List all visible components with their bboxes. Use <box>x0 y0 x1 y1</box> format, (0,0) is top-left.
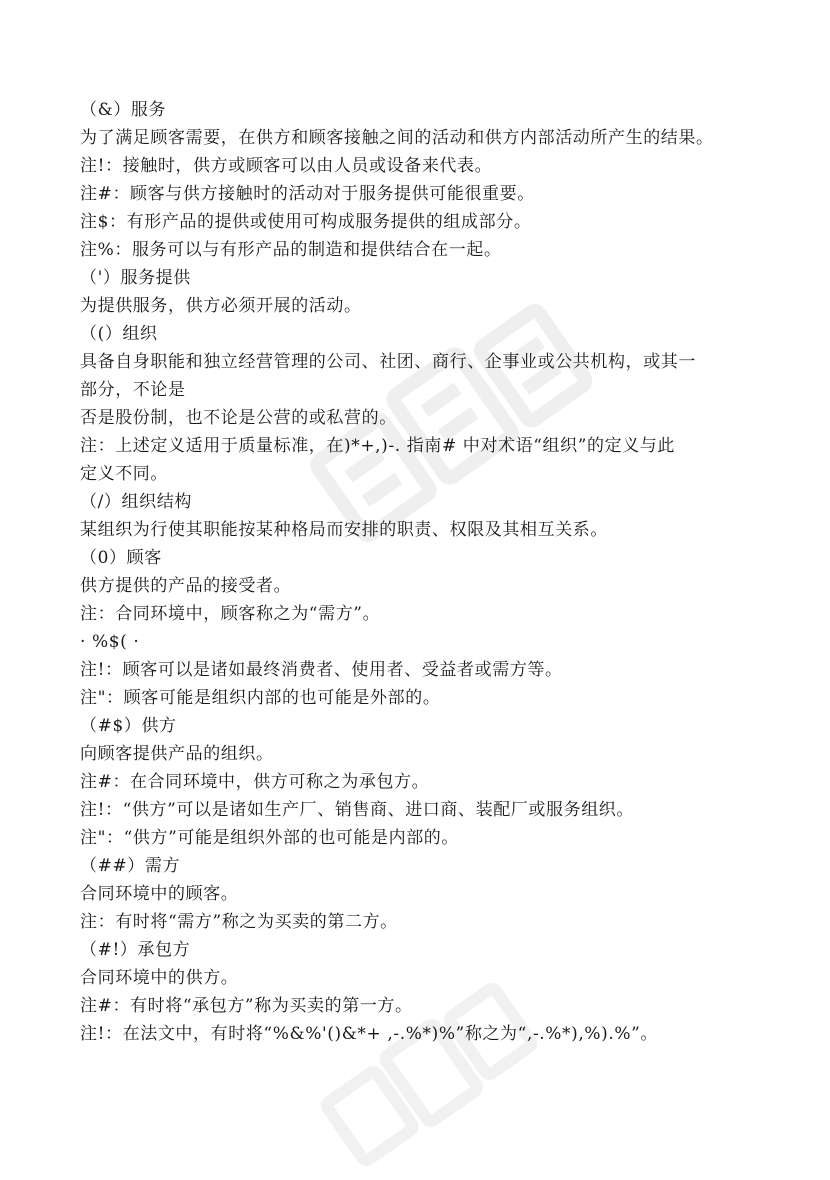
document-body <box>80 96 770 1048</box>
definition-customer: 供方提供的产品的接受者。 <box>80 576 292 596</box>
note-supplier-2: 注!：“供方”可以是诸如生产厂、销售商、进口商、装配厂或服务组织。 <box>80 800 635 820</box>
note-contractor-1: 注#：有时将“承包方”称为买卖的第一方。 <box>80 996 413 1016</box>
note-organization-line-1: 注：上述定义适用于质量标准，在)*+,)-. 指南# 中对术语“组织”的定义与此 <box>80 436 675 456</box>
definition-contractor: 合同环境中的供方。 <box>80 968 239 988</box>
note-customer-0: 注：合同环境中，顾客称之为“需方”。 <box>80 604 381 624</box>
note-customer-1: 注!：顾客可以是诸如最终消费者、使用者、受益者或需方等。 <box>80 660 563 680</box>
definition-supplier: 向顾客提供产品的组织。 <box>80 744 274 764</box>
definition-service: 为了满足顾客需要，在供方和顾客接触之间的活动和供方内部活动所产生的结果。 <box>80 128 714 148</box>
section-heading-organization-structure: （/）组织结构 <box>80 492 192 512</box>
definition-organization-line-1: 具备自身职能和独立经营管理的公司、社团、商行、企事业或公共机构，或其一 <box>80 352 696 372</box>
note-service-1: 注!：接触时，供方或顾客可以由人员或设备来代表。 <box>80 156 493 176</box>
definition-organization-structure: 某组织为行使其职能按某种格局而安排的职责、权限及其相互关系。 <box>80 520 608 540</box>
definition-organization-line-3: 否是股份制，也不论是公营的或私营的。 <box>80 408 397 428</box>
definition-organization-line-2: 部分，不论是 <box>80 380 186 400</box>
page-number-marker: · %$( · <box>80 632 140 652</box>
note-service-3: 注$：有形产品的提供或使用可构成服务提供的组成部分。 <box>80 212 532 232</box>
note-customer-2: 注"：顾客可能是组织内部的也可能是外部的。 <box>80 688 441 708</box>
note-supplier-1: 注#：在合同环境中，供方可称之为承包方。 <box>80 772 430 792</box>
note-service-2: 注#：顾客与供方接触时的活动对于服务提供可能很重要。 <box>80 184 535 204</box>
note-purchaser: 注：有时将“需方”称之为买卖的第二方。 <box>80 912 398 932</box>
section-heading-purchaser: （##）需方 <box>80 856 181 876</box>
definition-service-delivery: 为提供服务，供方必须开展的活动。 <box>80 296 362 316</box>
note-organization-line-2: 定义不同。 <box>80 464 168 484</box>
note-supplier-3: 注"：“供方”可能是组织外部的也可能是内部的。 <box>80 828 460 848</box>
definition-purchaser: 合同环境中的顾客。 <box>80 884 239 904</box>
section-heading-contractor: （#!）承包方 <box>80 940 191 960</box>
note-service-4: 注%：服务可以与有形产品的制造和提供结合在一起。 <box>80 240 502 260</box>
section-heading-service-delivery: （'）服务提供 <box>80 268 191 288</box>
section-heading-service: （&）服务 <box>80 100 167 120</box>
section-heading-organization: （(）组织 <box>80 324 158 344</box>
section-heading-supplier: （#$）供方 <box>80 716 177 736</box>
section-heading-customer: （0）顾客 <box>80 548 162 568</box>
note-contractor-2: 注!：在法文中，有时将“%&%'()&*+ ,-.%*)%”称之为“,-.%*),%).%”。 <box>80 1024 659 1044</box>
